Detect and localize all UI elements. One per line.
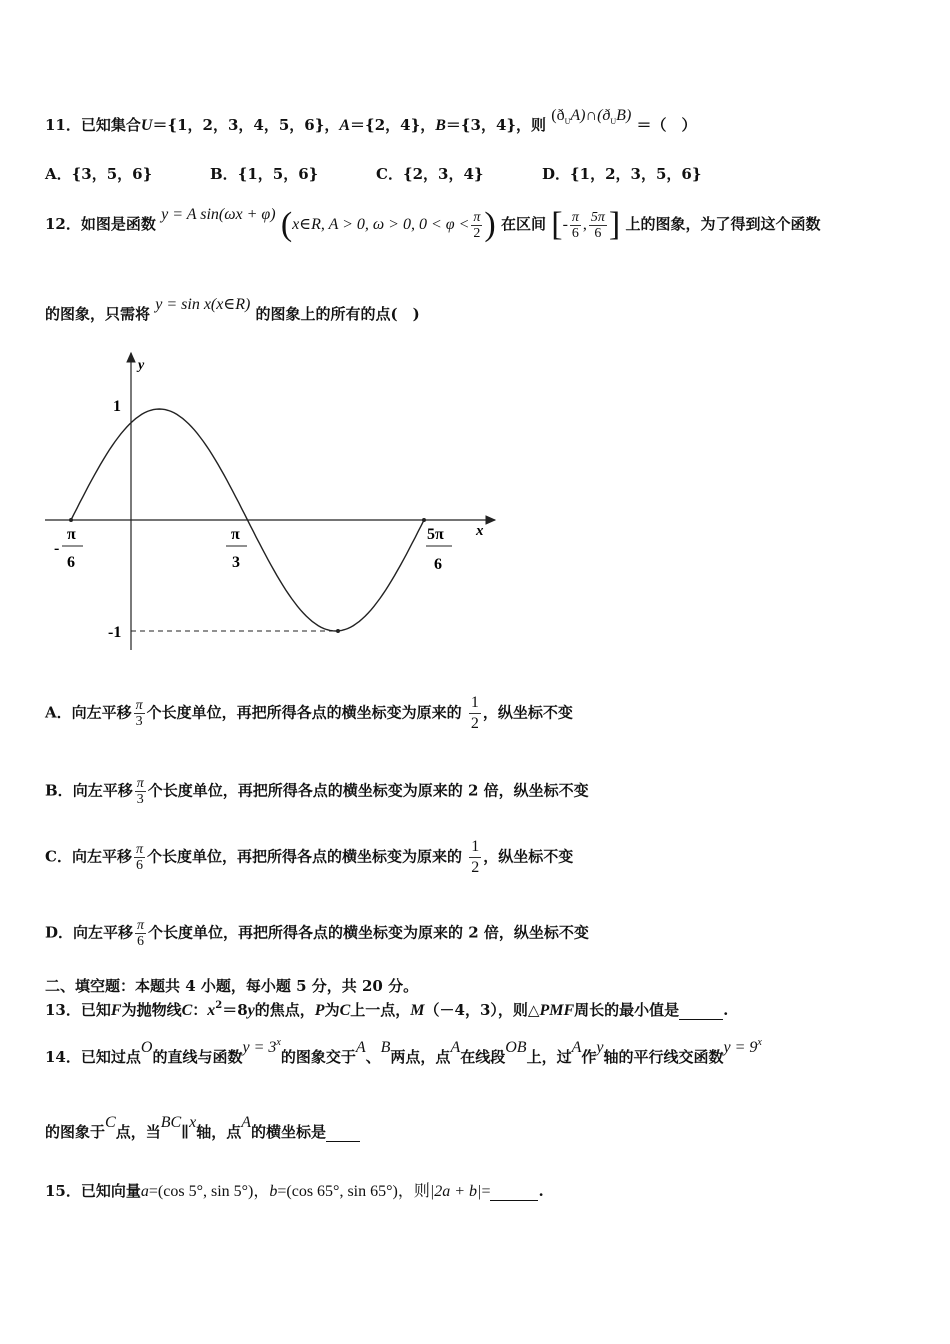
q12-condition: x∈R, A > 0, ω > 0, 0 < φ < (292, 216, 470, 233)
q12-text-a: 如图是函数 (80, 215, 156, 233)
q12-option-a: A．向左平移 $\frac{\pi}{3}$ 个长度单位，再把所得各点的横坐标变为原来的 $\frac{1}{2}$ ，纵坐标不变 (45, 694, 573, 732)
q13-answer-blank[interactable] (679, 1001, 723, 1020)
q12-number: 12． (45, 215, 81, 233)
q11-option-a: A．{3，5，6} (45, 165, 153, 183)
q12-sin-function: y = sin x(x∈R) (155, 296, 251, 313)
q15-norm: |2a + b| (429, 1183, 482, 1200)
q12-paren-open: ( (280, 206, 293, 243)
q11-number: 11． (45, 116, 81, 134)
q11-expression: $(ð_UA)\cap(ð_UB)$ (551, 107, 632, 127)
q12-function: y = A sin(ωx + φ) (161, 206, 276, 223)
q12-paren-close: ) (484, 206, 496, 243)
tick-y-1: 1 (113, 398, 121, 415)
q12-option-d: D．向左平移 $\frac{\pi}{6}$ 个长度单位，再把所得各点的横坐标变为原来的 2 倍，纵坐标不变 (45, 918, 589, 949)
q14-answer-blank[interactable] (326, 1123, 360, 1142)
q15-line: 15．已知向量a=(cos 5°, sin 5°)，b=(cos 65°, sin 65°)，则|2a + b|= . (45, 1182, 544, 1200)
q11-option-d: D．{1，2，3，5，6} (542, 165, 702, 183)
q12-cond-fraction: $\frac{\pi}{2}$ (473, 209, 481, 241)
q11-text: 已知集合 (80, 116, 141, 134)
q11-U: U (140, 117, 153, 134)
scale-fraction: $\frac{1}{2}$ (470, 694, 479, 732)
end-point (422, 518, 426, 522)
q12-line2 (45, 296, 420, 324)
q11-tail: ＝（ ） (636, 116, 697, 134)
shift-fraction: $\frac{\pi}{3}$ (135, 698, 143, 729)
svg-text:5π: 5π (427, 526, 444, 543)
svg-text:6: 6 (67, 554, 75, 571)
tick-y-neg1: -1 (108, 624, 122, 641)
q11-B-value: ＝{3，4}，则 (445, 116, 547, 134)
q14-func-9x: $y = 9^x$ (723, 1037, 762, 1056)
svg-text:π: π (231, 526, 240, 543)
q12-line1: 12．如图是函数 y = A sin(ωx + φ) (x∈R, A > 0, ω > 0, 0 < φ < $\frac{\pi}{2}$ ) 在区间 [- $\frac{\pi}{6}$ , $\frac{5\pi}{6}$ ] 上的图象，为了得到这个函数 (45, 206, 821, 243)
svg-text:3: 3 (232, 554, 240, 571)
q12-text-b: 在区间 (500, 215, 546, 233)
tick-x-neg-pi-6 (54, 526, 83, 571)
q12-graph (40, 345, 510, 655)
q11-A: A (339, 117, 351, 134)
q12-line2-b: 的图象上的所有的点( ) (255, 305, 420, 323)
q13-line: 13．已知F为抛物线C：$x^2=8y$的焦点，P为C上一点，M（－4，3），则△PMF周长的最小值是 . (45, 1000, 729, 1019)
x-axis-label: x (476, 523, 484, 539)
shift-fraction: $\frac{\pi}{6}$ (137, 918, 145, 949)
q11-option-c: C．{2，3，4} (376, 165, 484, 183)
shift-fraction: $\frac{\pi}{3}$ (136, 776, 144, 807)
q12-line2-a: 的图象，只需将 (45, 305, 151, 323)
q12-bracket-close: ] (608, 206, 621, 243)
q12-int-minus: - (562, 216, 568, 233)
svg-text:π: π (67, 526, 76, 543)
q11-B: B (435, 117, 446, 134)
svg-text:-: - (54, 540, 60, 557)
section-heading: 二、填空题：本题共 4 小题，每小题 5 分，共 20 分。 (45, 977, 419, 995)
shift-fraction: $\frac{\pi}{6}$ (135, 842, 143, 873)
start-point (69, 518, 73, 522)
q14-func-3x: $y = 3^x$ (242, 1037, 281, 1056)
q12-int-right: $\frac{5\pi}{6}$ (590, 209, 605, 241)
q12-option-c: C．向左平移 $\frac{\pi}{6}$ 个长度单位，再把所得各点的横坐标变为原来的 $\frac{1}{2}$ ，纵坐标不变 (45, 838, 574, 876)
q11-option-b: B．{1，5，6} (210, 165, 319, 183)
q11-U-value: ＝{1，2，3，4，5，6}， (152, 116, 340, 134)
q15-answer-blank[interactable] (490, 1182, 538, 1201)
q14-line1: 14．已知过点O的直线与函数$y = 3^x$的图象交于A、B两点，点A在线段OB上，过A作y轴的平行线交函数$y = 9^x$ (45, 1037, 762, 1066)
y-axis-label: y (138, 358, 145, 373)
q11-A-value: ＝{2，4}， (350, 116, 436, 134)
tick-x-5pi-6 (426, 526, 452, 573)
q14-line2: 的图象于C点，当BC∥x轴，点A的横坐标是 (45, 1121, 360, 1142)
q12-int-left: $\frac{\pi}{6}$ (571, 209, 579, 241)
q12-option-b: B．向左平移 $\frac{\pi}{3}$ 个长度单位，再把所得各点的横坐标变为原来的 2 倍，纵坐标不变 (45, 776, 589, 807)
scale-fraction: $\frac{1}{2}$ (471, 838, 480, 876)
min-point (336, 629, 340, 633)
q12-bracket-open: [ (551, 206, 563, 243)
q12-text-c: 上的图象，为了得到这个函数 (625, 215, 821, 233)
tick-x-pi-3 (226, 526, 247, 571)
svg-text:6: 6 (434, 556, 442, 573)
q11-line (45, 107, 697, 136)
